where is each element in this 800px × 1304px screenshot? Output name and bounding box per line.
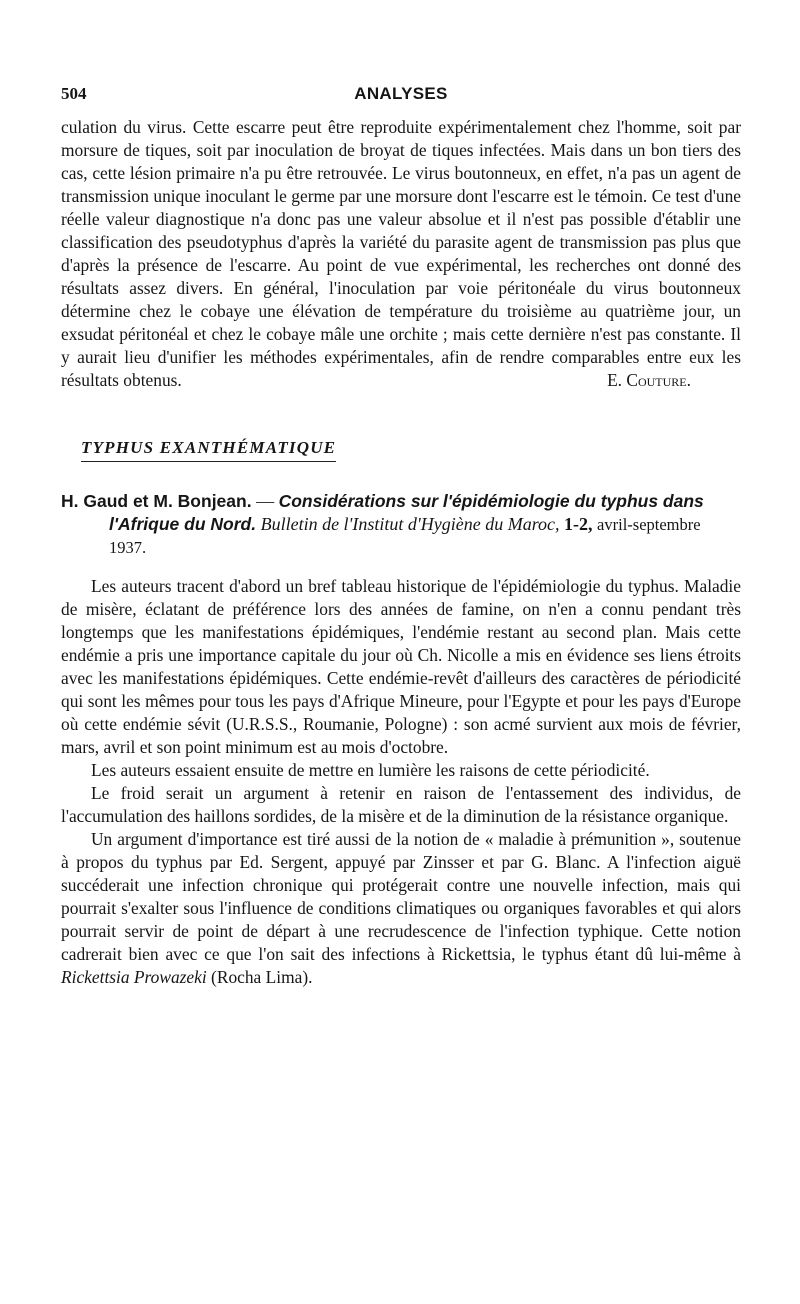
citation-date: avril-septembre 1937. bbox=[109, 515, 701, 557]
running-title: ANALYSES bbox=[354, 84, 448, 103]
page-number: 504 bbox=[61, 84, 87, 103]
page bbox=[61, 84, 741, 989]
running-header bbox=[61, 84, 741, 114]
citation-authors: H. Gaud et M. Bonjean. bbox=[61, 491, 252, 511]
species-name: Rickettsia Prowazeki bbox=[61, 967, 207, 987]
citation-journal: Bulletin de l'Institut d'Hygiène du Maroc, bbox=[260, 514, 560, 534]
citation-dash: — bbox=[251, 491, 279, 511]
review-signature: E. Couture. bbox=[607, 370, 691, 390]
paragraph-4-end: (Rocha Lima). bbox=[206, 967, 313, 987]
citation-issue: 1-2, bbox=[564, 514, 593, 534]
citation-title: Considérations sur l'épidémiologie du typhus dans l'Afrique du Nord. bbox=[109, 491, 704, 534]
review-body bbox=[61, 575, 741, 989]
continuation-paragraph bbox=[61, 116, 741, 392]
paragraph-4-text: Un argument d'importance est tiré aussi de la notion de « maladie à prémunition », soutenue à propos du typhus par Ed. Sergent, appuyé par Zinsser et par G. Blanc. A l'infection aiguë succéderait une infection chronique qui protégerait contre une nouvelle infection, mais qui pourrait s'exalter sous l'influence de conditions climatiques ou organiques favorables et qui alors pourrait servir de point de départ à une recrudescence de l'infection typhique. Cette notion cadrerait bien avec ce que l'on sait des infections à Rickettsia, le typhus étant dû lui-même à bbox=[61, 829, 741, 964]
paragraph-4 bbox=[61, 828, 741, 989]
paragraph-3: Le froid serait un argument à retenir en raison de l'entassement des individus, de l'accumulation des haillons sordides, de la misère et de la diminution de la résistance organique. bbox=[61, 783, 741, 826]
continuation-text: culation du virus. Cette escarre peut être reproduite expérimentalement chez l'homme, soit par morsure de tiques, soit par inoculation de broyat de tiques infectées. Mais dans un bon tiers des cas, cette lésion primaire n'a pu être retrouvée. Le virus boutonneux, en effet, n'a pas un agent de transmission unique inoculant le germe par une morsure dont l'escarre est le témoin. Ce test d'une réelle valeur diagnostique n'a donc pas une valeur absolue et il n'est pas possible d'établir une classification des pseudotyphus d'après la variété du parasite agent de transmission pas plus que d'après la présence de l'escarre. Au point de vue expérimental, les recherches ont donné des résultats assez divers. En général, l'inoculation par voie péritonéale du virus boutonneux détermine chez le cobaye une élévation de température du troisième au quatrième jour, un exsudat péritonéal et chez le cobaye mâle une orchite ; mais cette dernière n'est pas constante. Il y aurait lieu d'unifier les méthodes expérimentales, afin de rendre comparables entre eux les résultats obtenus. bbox=[61, 117, 741, 390]
paragraph-1: Les auteurs tracent d'abord un bref tableau historique de l'épidémiologie du typhus. Maladie de misère, éclatant de préférence lors des années de famine, on n'en a connu pendant très longtemps que les manifestations épidémiques, l'endémie restant au second plan. Mais cette endémie a pris une importance capitale du jour où Ch. Nicolle a mis en évidence ses liens étroits avec les manifestations épidémiques. Cette endémie-revêt d'ailleurs des caractères de périodicité qui sont les mêmes pour tous les pays d'Afrique Mineure, pour l'Egypte et pour les pays d'Europe où cette endémie sévit (U.R.S.S., Roumanie, Pologne) : son acmé survient aux mois de février, mars, avril et son point minimum est au mois d'octobre. bbox=[61, 576, 741, 757]
section-heading: TYPHUS EXANTHÉMATIQUE bbox=[81, 438, 336, 462]
paragraph-2: Les auteurs essaient ensuite de mettre en lumière les raisons de cette périodicité. bbox=[91, 760, 650, 780]
article-citation bbox=[61, 490, 741, 559]
